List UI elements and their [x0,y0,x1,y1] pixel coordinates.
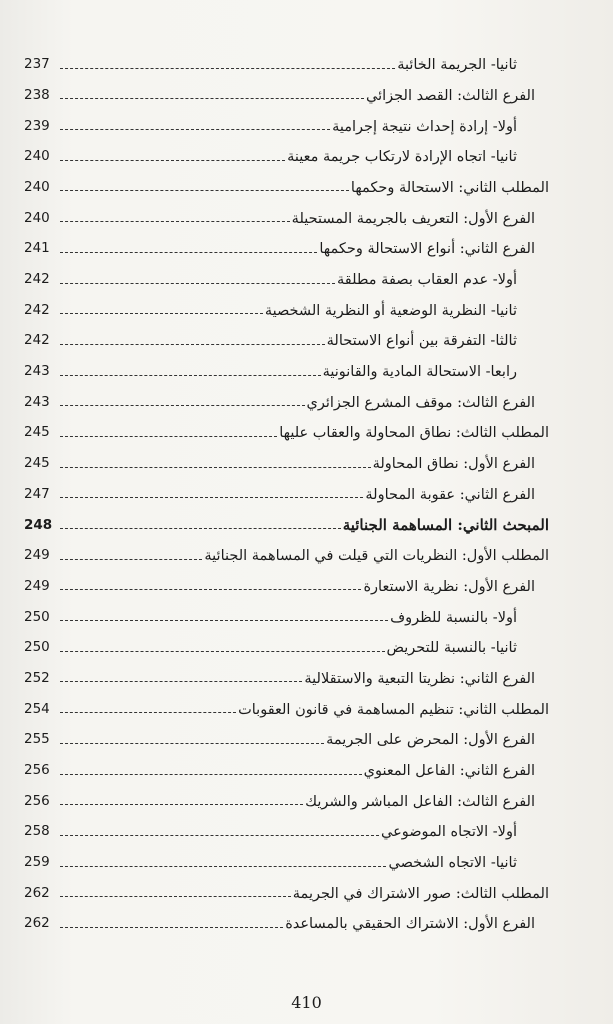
toc-entry-page: 239 [24,117,50,134]
toc-entry [24,504,549,535]
dot-leader [60,896,291,897]
toc-entry [24,320,549,351]
dot-leader [60,221,290,222]
dot-leader [60,743,324,744]
toc-entry [24,873,549,904]
dot-leader [60,559,202,560]
toc-entry-page: 238 [24,86,50,103]
toc-entry-page: 245 [24,424,50,441]
toc-entry [24,596,549,627]
dot-leader [60,190,349,191]
toc-entry [24,474,549,505]
toc-entry-page: 247 [24,485,50,502]
toc-entry-title: ثانيا- بالنسبة للتحريض [386,640,517,657]
toc-entry [24,719,549,750]
toc-entry [24,259,549,290]
dot-leader [60,98,364,99]
dot-leader [60,927,283,928]
toc-entry-title: ثانيا- الاتجاه الشخصي [388,855,517,872]
toc-entry [24,105,549,136]
toc-entry [24,566,549,597]
dot-leader [60,160,285,161]
dot-leader [60,589,361,590]
toc-entry [24,750,549,781]
toc-entry-page: 252 [24,669,50,686]
toc-entry [24,842,549,873]
toc-entry-page: 243 [24,393,50,410]
toc-entry-title: رابعا- الاستحالة المادية والقانونية [322,364,517,381]
toc-entry-page: 241 [24,240,50,257]
toc-entry-title: ثالثا- التفرقة بين أنواع الاستحالة [326,333,517,350]
toc-entry-title: الفرع الأول: نظرية الاستعارة [363,578,535,595]
toc-entry-title: أولا- الاتجاه الموضوعي [381,824,517,841]
toc-entry-page: 242 [24,271,50,287]
toc-entry [24,903,549,934]
toc-entry-page: 256 [24,792,50,809]
dot-leader [60,866,386,867]
dot-leader [60,620,388,621]
toc-entry-title: المطلب الثاني: الاستحالة وحكمها [350,179,549,196]
toc-entry-page: 248 [24,516,53,533]
dot-leader [60,436,277,437]
toc-entry [24,167,549,198]
toc-entry-page: 242 [24,301,50,318]
toc-entry-page: 249 [24,577,50,594]
toc-entry-page: 255 [24,731,50,748]
dot-leader [60,405,305,406]
toc-entry-title: أولا- بالنسبة للظروف [390,609,517,626]
toc-entry-title: ثانيا- الجريمة الخائبة [397,57,517,74]
toc-entry-page: 250 [24,608,50,625]
dot-leader [60,252,317,253]
toc-entry-page: 249 [24,547,50,564]
dot-leader [60,375,321,376]
toc-entry-title: الفرع الأول: الاشتراك الحقيقي بالمساعدة [285,916,535,933]
toc-entry [24,412,549,443]
toc-entry-title: الفرع الثالث: القصد الجزائي [366,87,535,104]
table-of-contents [24,44,549,934]
toc-entry-title: الفرع الأول: التعريف بالجريمة المستحيلة [291,210,535,227]
toc-entry-title: المطلب الثالث: صور الاشتراك في الجريمة [292,885,549,902]
toc-entry-page: 237 [24,56,50,73]
toc-entry-page: 250 [24,639,50,656]
dot-leader [60,283,335,284]
toc-entry-title: أولا- إرادة إحداث نتيجة إجرامية [332,118,517,135]
toc-entry [24,781,549,812]
dot-leader [60,129,330,130]
toc-entry-page: 254 [24,700,50,717]
toc-entry [24,197,549,228]
toc-entry-page: 243 [24,363,50,380]
dot-leader [60,774,362,775]
toc-entry-page: 259 [24,854,50,871]
toc-entry-page: 245 [24,455,50,472]
dot-leader [60,651,385,652]
toc-entry-title: الفرع الثالث: الفاعل المباشر والشريك [305,793,535,810]
dot-leader [60,528,341,529]
toc-entry [24,290,549,321]
page-number: 410 [291,993,322,1012]
toc-entry-page: 242 [24,332,50,349]
dot-leader [60,804,303,805]
toc-entry-title: ثانيا- النظرية الوضعية أو النظرية الشخصية [264,302,517,319]
dot-leader [60,681,302,682]
toc-entry-page: 262 [24,915,50,932]
toc-entry-title: المبحث الثاني: المساهمة الجنائية [342,516,549,534]
toc-entry-title: الفرع الأول: المحرض على الجريمة [326,732,535,749]
toc-entry [24,658,549,689]
toc-entry [24,688,549,719]
toc-entry-title: الفرع الأول: نطاق المحاولة [372,456,535,473]
toc-entry [24,627,549,658]
dot-leader [60,313,263,314]
toc-entry-title: المطلب الأول: النظريات التي قيلت في المساهمة الجنائية [204,548,549,565]
toc-entry [24,535,549,566]
toc-entry [24,811,549,842]
dot-leader [60,344,325,345]
toc-entry-title: الفرع الثاني: أنواع الاستحالة وحكمها [319,241,535,258]
toc-entry-title: أولا- عدم العقاب بصفة مطلقة [336,272,517,288]
toc-entry-title: المطلب الثاني: تنظيم المساهمة في قانون العقوبات [238,701,549,718]
toc-entry-page: 240 [24,148,50,165]
toc-entry-title: الفرع الثاني: الفاعل المعنوي [363,763,535,779]
toc-entry-title: الفرع الثالث: موقف المشرع الجزائري [306,394,535,411]
dot-leader [60,497,363,498]
toc-entry [24,136,549,167]
toc-entry [24,75,549,106]
toc-entry [24,382,549,413]
dot-leader [60,712,236,713]
toc-entry-page: 240 [24,178,50,195]
toc-entry-title: ثانيا- اتجاه الإرادة لارتكاب جريمة معينة [287,149,517,166]
toc-entry-page: 258 [24,823,50,840]
toc-entry-page: 256 [24,762,50,778]
dot-leader [60,467,371,468]
toc-entry [24,228,549,259]
dot-leader [60,835,379,836]
toc-entry-title: الفرع الثاني: نظريتا التبعية والاستقلالية [304,670,535,687]
toc-entry [24,44,549,75]
toc-entry-title: الفرع الثاني: عقوبة المحاولة [365,486,535,503]
dot-leader [60,68,395,69]
toc-entry-page: 262 [24,884,50,901]
toc-entry-page: 240 [24,209,50,226]
toc-entry [24,443,549,474]
toc-entry-title: المطلب الثالث: نطاق المحاولة والعقاب عليها [279,425,549,442]
toc-entry [24,351,549,382]
